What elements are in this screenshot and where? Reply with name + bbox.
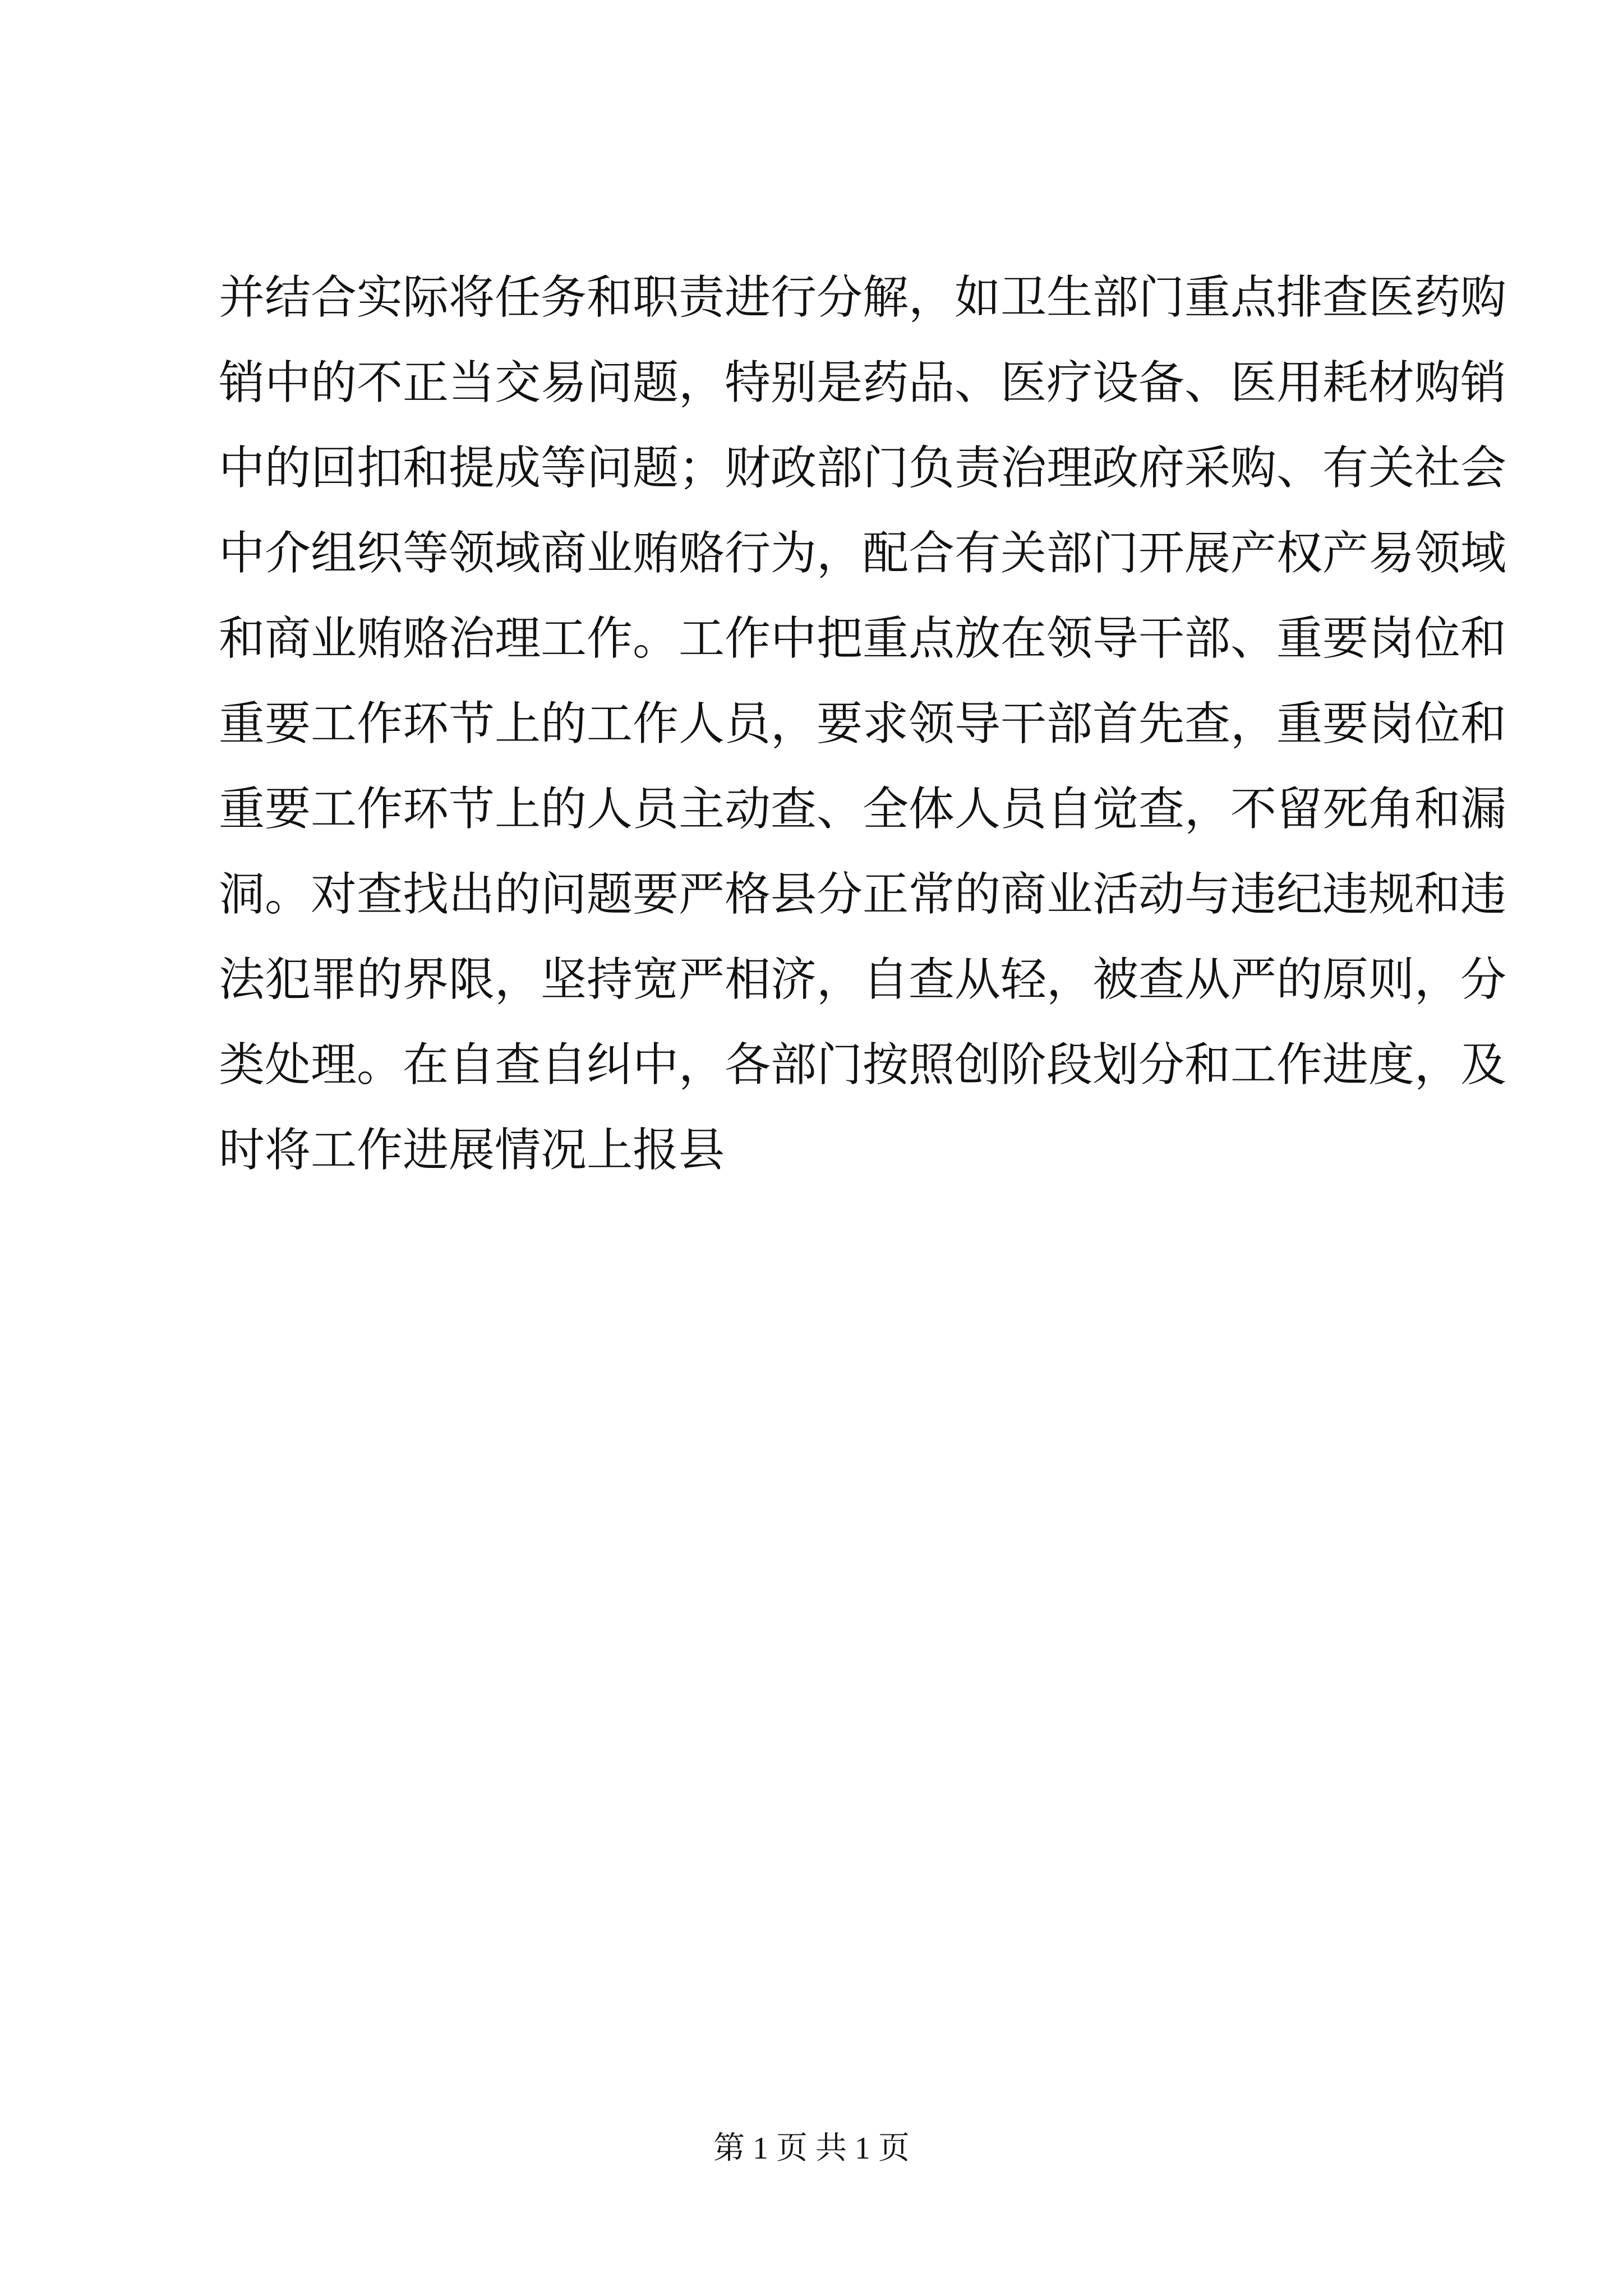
body-paragraph	[219, 255, 1507, 1193]
text-line-5: 和商业贿赂治理工作。工作中把重点放在领导干部、重要岗位和	[219, 612, 1507, 665]
text-line-2: 销中的不正当交易问题，特别是药品、医疗设备、医用耗材购销	[219, 356, 1507, 409]
text-line-4: 中介组织等领域商业贿赂行为，配合有关部门开展产权产易领域	[219, 527, 1507, 580]
text-line-6: 重要工作环节上的工作人员，要求领导干部首先查，重要岗位和	[219, 697, 1507, 751]
text-line-10: 类处理。在自查自纠中，各部门按照创阶段划分和工作进度，及	[219, 1038, 1507, 1092]
page-footer: 第 1 页 共 1 页	[713, 2131, 910, 2166]
text-line-1: 并结合实际将任务和职责进行分解，如卫生部门重点排查医药购	[219, 271, 1507, 324]
text-line-9: 法犯罪的界限，坚持宽严相济，自查从轻，被查从严的原则，分	[219, 953, 1507, 1006]
text-line-3: 中的回扣和提成等问题；财政部门负责治理政府采购、有关社会	[219, 441, 1507, 495]
text-line-8: 洞。对查找出的问题要严格县分正常的商业活动与违纪违规和违	[219, 868, 1507, 921]
text-line-11: 时将工作进展情况上报县	[219, 1124, 725, 1177]
text-line-7: 重要工作环节上的人员主动查、全体人员自觉查，不留死角和漏	[219, 783, 1507, 836]
